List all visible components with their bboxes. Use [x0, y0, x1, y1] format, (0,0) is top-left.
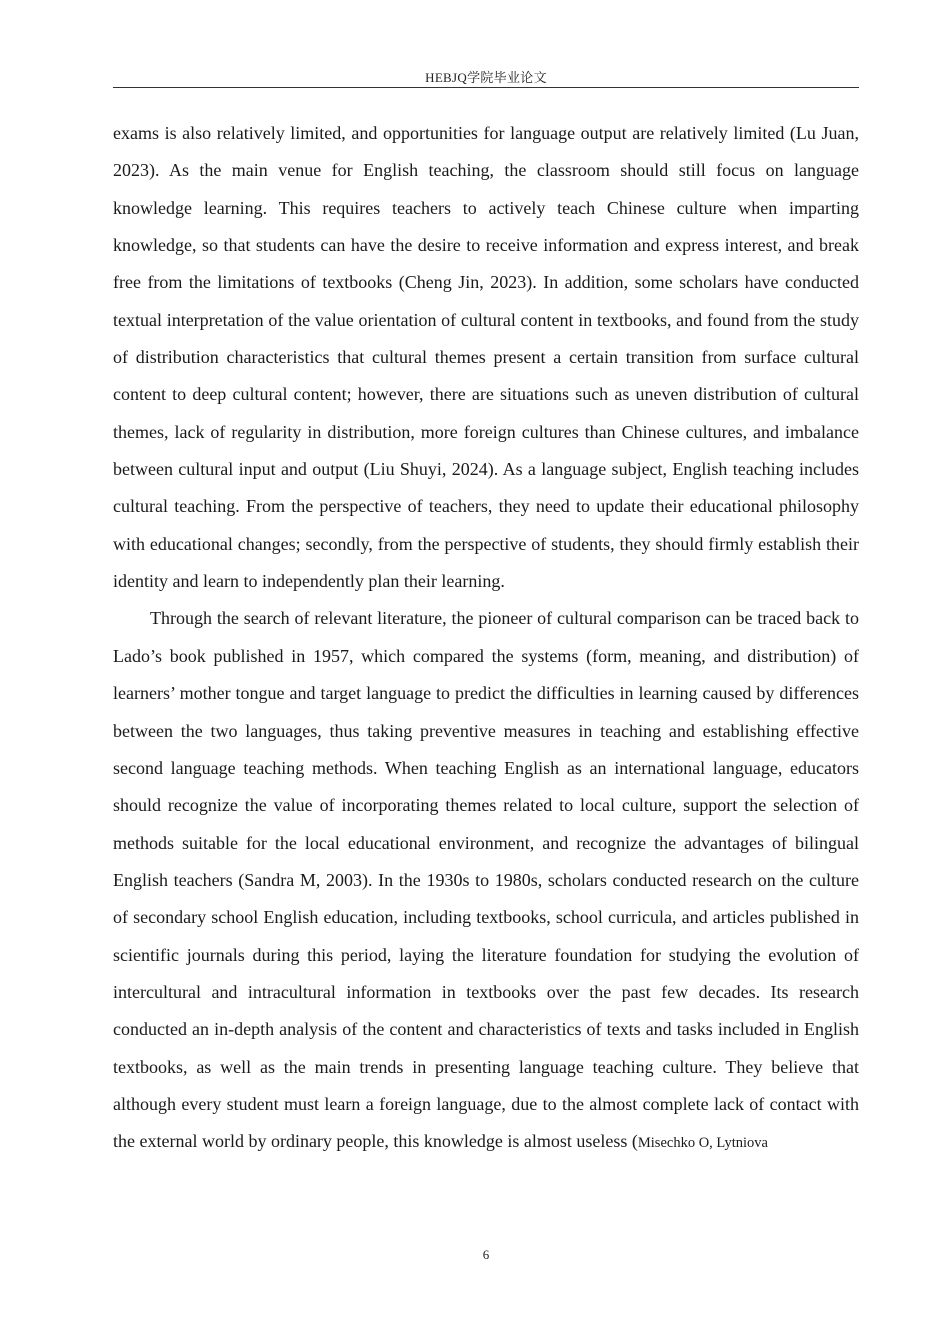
paragraph-2	[113, 600, 859, 1162]
body-text	[113, 115, 859, 1163]
header-divider	[113, 87, 859, 88]
paragraph-2-citation: Misechko O, Lytniova	[637, 1135, 768, 1152]
running-header: HEBJQ学院毕业论文	[425, 70, 547, 85]
paragraph-1: exams is also relatively limited, and opportunities for language output are relatively limited (Lu Juan, 2023). As the main venue for English teaching, the classroom should still focus on language knowledge learning. This requires teachers to actively teach Chinese culture when imparting knowledge, so that students can have the desire to receive information and express interest, and break free from the limitations of textbooks (Cheng Jin, 2023). In addition, some scholars have conducted textual interpretation of the value orientation of cultural content in textbooks, and found from the study of distribution characteristics that cultural themes present a certain transition from surface cultural content to deep cultural content; however, there are situations such as uneven distribution of cultural themes, lack of regularity in distribution, more foreign cultures than Chinese cultures, and imbalance between cultural input and output (Liu Shuyi, 2024). As a language subject, English teaching includes cultural teaching. From the perspective of teachers, they need to update their educational philosophy with educational changes; secondly, from the perspective of students, they should firmly establish their identity and learn to independently plan their learning.	[113, 123, 859, 592]
paragraph-2-text: Through the search of relevant literature, the pioneer of cultural comparison can be traced back to Lado’s book published in 1957, which compared the systems (form, meaning, and distribution) of learners’ mother tongue and target language to predict the difficulties in learning caused by differences between the two languages, thus taking preventive measures in teaching and establishing effective second language teaching methods. When teaching English as an international language, educators should recognize the value of incorporating themes related to local culture, support the selection of methods suitable for the local educational environment, and recognize the advantages of bilingual English teachers (Sandra M, 2003). In the 1930s to 1980s, scholars conducted research on the culture of secondary school English education, including textbooks, school curricula, and articles published in scientific journals during this period, laying the literature foundation for studying the evolution of intercultural and intracultural information in textbooks over the past few decades. Its research conducted an in-depth analysis of the content and characteristics of texts and tasks included in English textbooks, as well as the main trends in presenting language teaching culture. They believe that although every student must learn a foreign language, due to the almost complete lack of contact with the external world by ordinary people, this knowledge is almost useless (	[113, 608, 859, 1152]
page-number: 6	[482, 1247, 490, 1262]
